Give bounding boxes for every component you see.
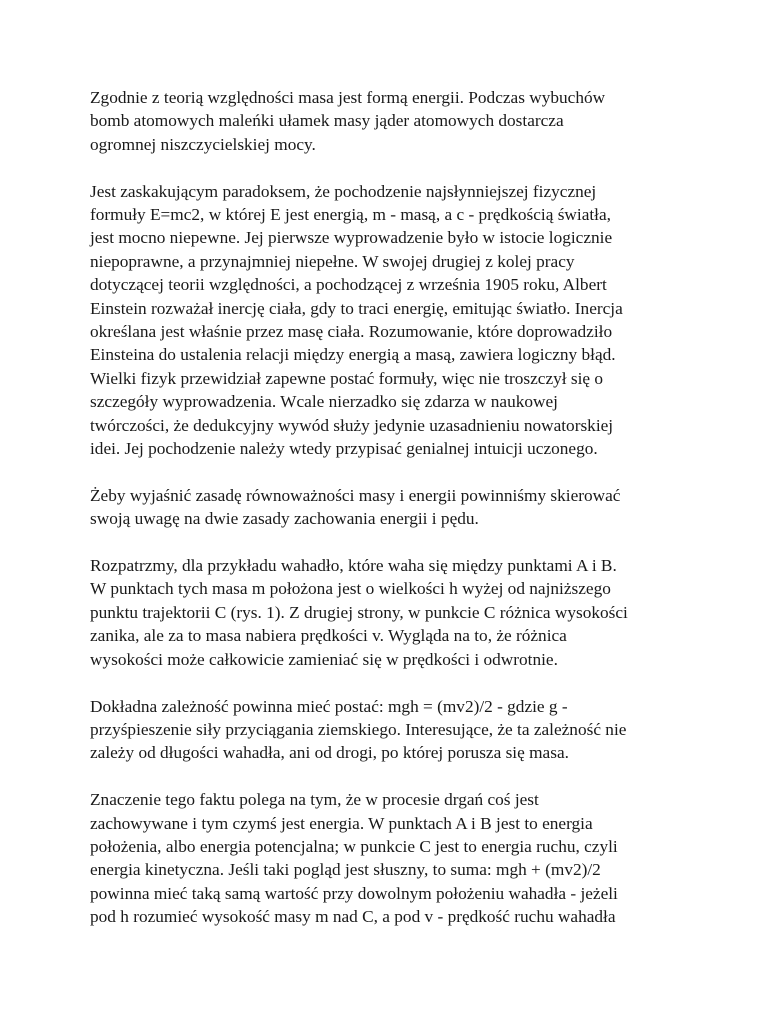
paragraph-energy-meaning: Znaczenie tego faktu polega na tym, że w procesie drgań coś jest zachowywane i tym czymś jest energia. W punktach A i B jest to energia położenia, albo energia potencjalna; w punkcie C jest to energia ruchu, czyli energia kinetyczna. Jeśli taki pogląd jest słuszny, to suma: mgh + (mv2)/2 powinna mieć taką samą wartość przy dowolnym położeniu wahadła - jeżeli pod h rozumieć wysokość masy m nad C, a pod v - prędkość ruchu wahadła (90, 790, 618, 927)
paragraph-mass-energy-intro: Zgodnie z teorią względności masa jest formą energii. Podczas wybuchów bomb atomowych maleńki ułamek masy jąder atomowych dostarcza ogromnej niszczycielskiej mocy. (90, 88, 606, 154)
paragraph-conservation-principles: Żeby wyjaśnić zasadę równoważności masy i energii powinniśmy skierować swoją uwagę na dwie zasady zachowania energii i pędu. (90, 485, 621, 529)
paragraph-formula-origin: Jest zaskakującym paradoksem, że pochodzenie najsłynniejszej fizycznej formuły E=mc2, w której E jest energią, m - masą, a c - prędkością światła, jest mocno niepewne. Jej pierwsze wyprowadzenie było w istocie logicznie niepoprawne, a przynajmniej niepełne. W swojej drugiej z kolej pracy dotyczącej teorii względności, a pochodzącej z września 1905 roku, Albert Einstein rozważał inercję ciała, gdy to traci energię, emitując światło. Inercja określana jest właśnie przez masę ciała. Rozumowanie, które doprowadziło Einsteina do ustalenia relacji między energią a masą, zawiera logiczny błąd. Wielki fizyk przewidział zapewne postać formuły, więc nie troszczył się o szczegóły wyprowadzenia. Wcale nierzadko się zdarza w naukowej twórczości, że dedukcyjny wywód służy jedynie uzasadnieniu nowatorskiej idei. Jej pochodzenie należy wtedy przypisać genialnej intuicji uczonego. (90, 181, 623, 459)
document-page (90, 86, 690, 952)
paragraph-exact-relation: Dokładna zależność powinna mieć postać: mgh = (mv2)/2 - gdzie g - przyśpieszenie siły przyciągania ziemskiego. Interesujące, że ta zależność nie zależy od długości wahadła, ani od drogi, po której porusza się masa. (90, 696, 627, 763)
paragraph-pendulum-example: Rozpatrzmy, dla przykładu wahadło, które waha się między punktami A i B. W punktach tych masa m położona jest o wielkości h wyżej od najniższego punktu trajektorii C (rys. 1). Z drugiej strony, w punkcie C różnica wysokości zanika, ale za to masa nabiera prędkości v. Wygląda na to, że różnica wysokości może całkowicie zamieniać się w prędkości i odwrotnie. (90, 556, 628, 669)
